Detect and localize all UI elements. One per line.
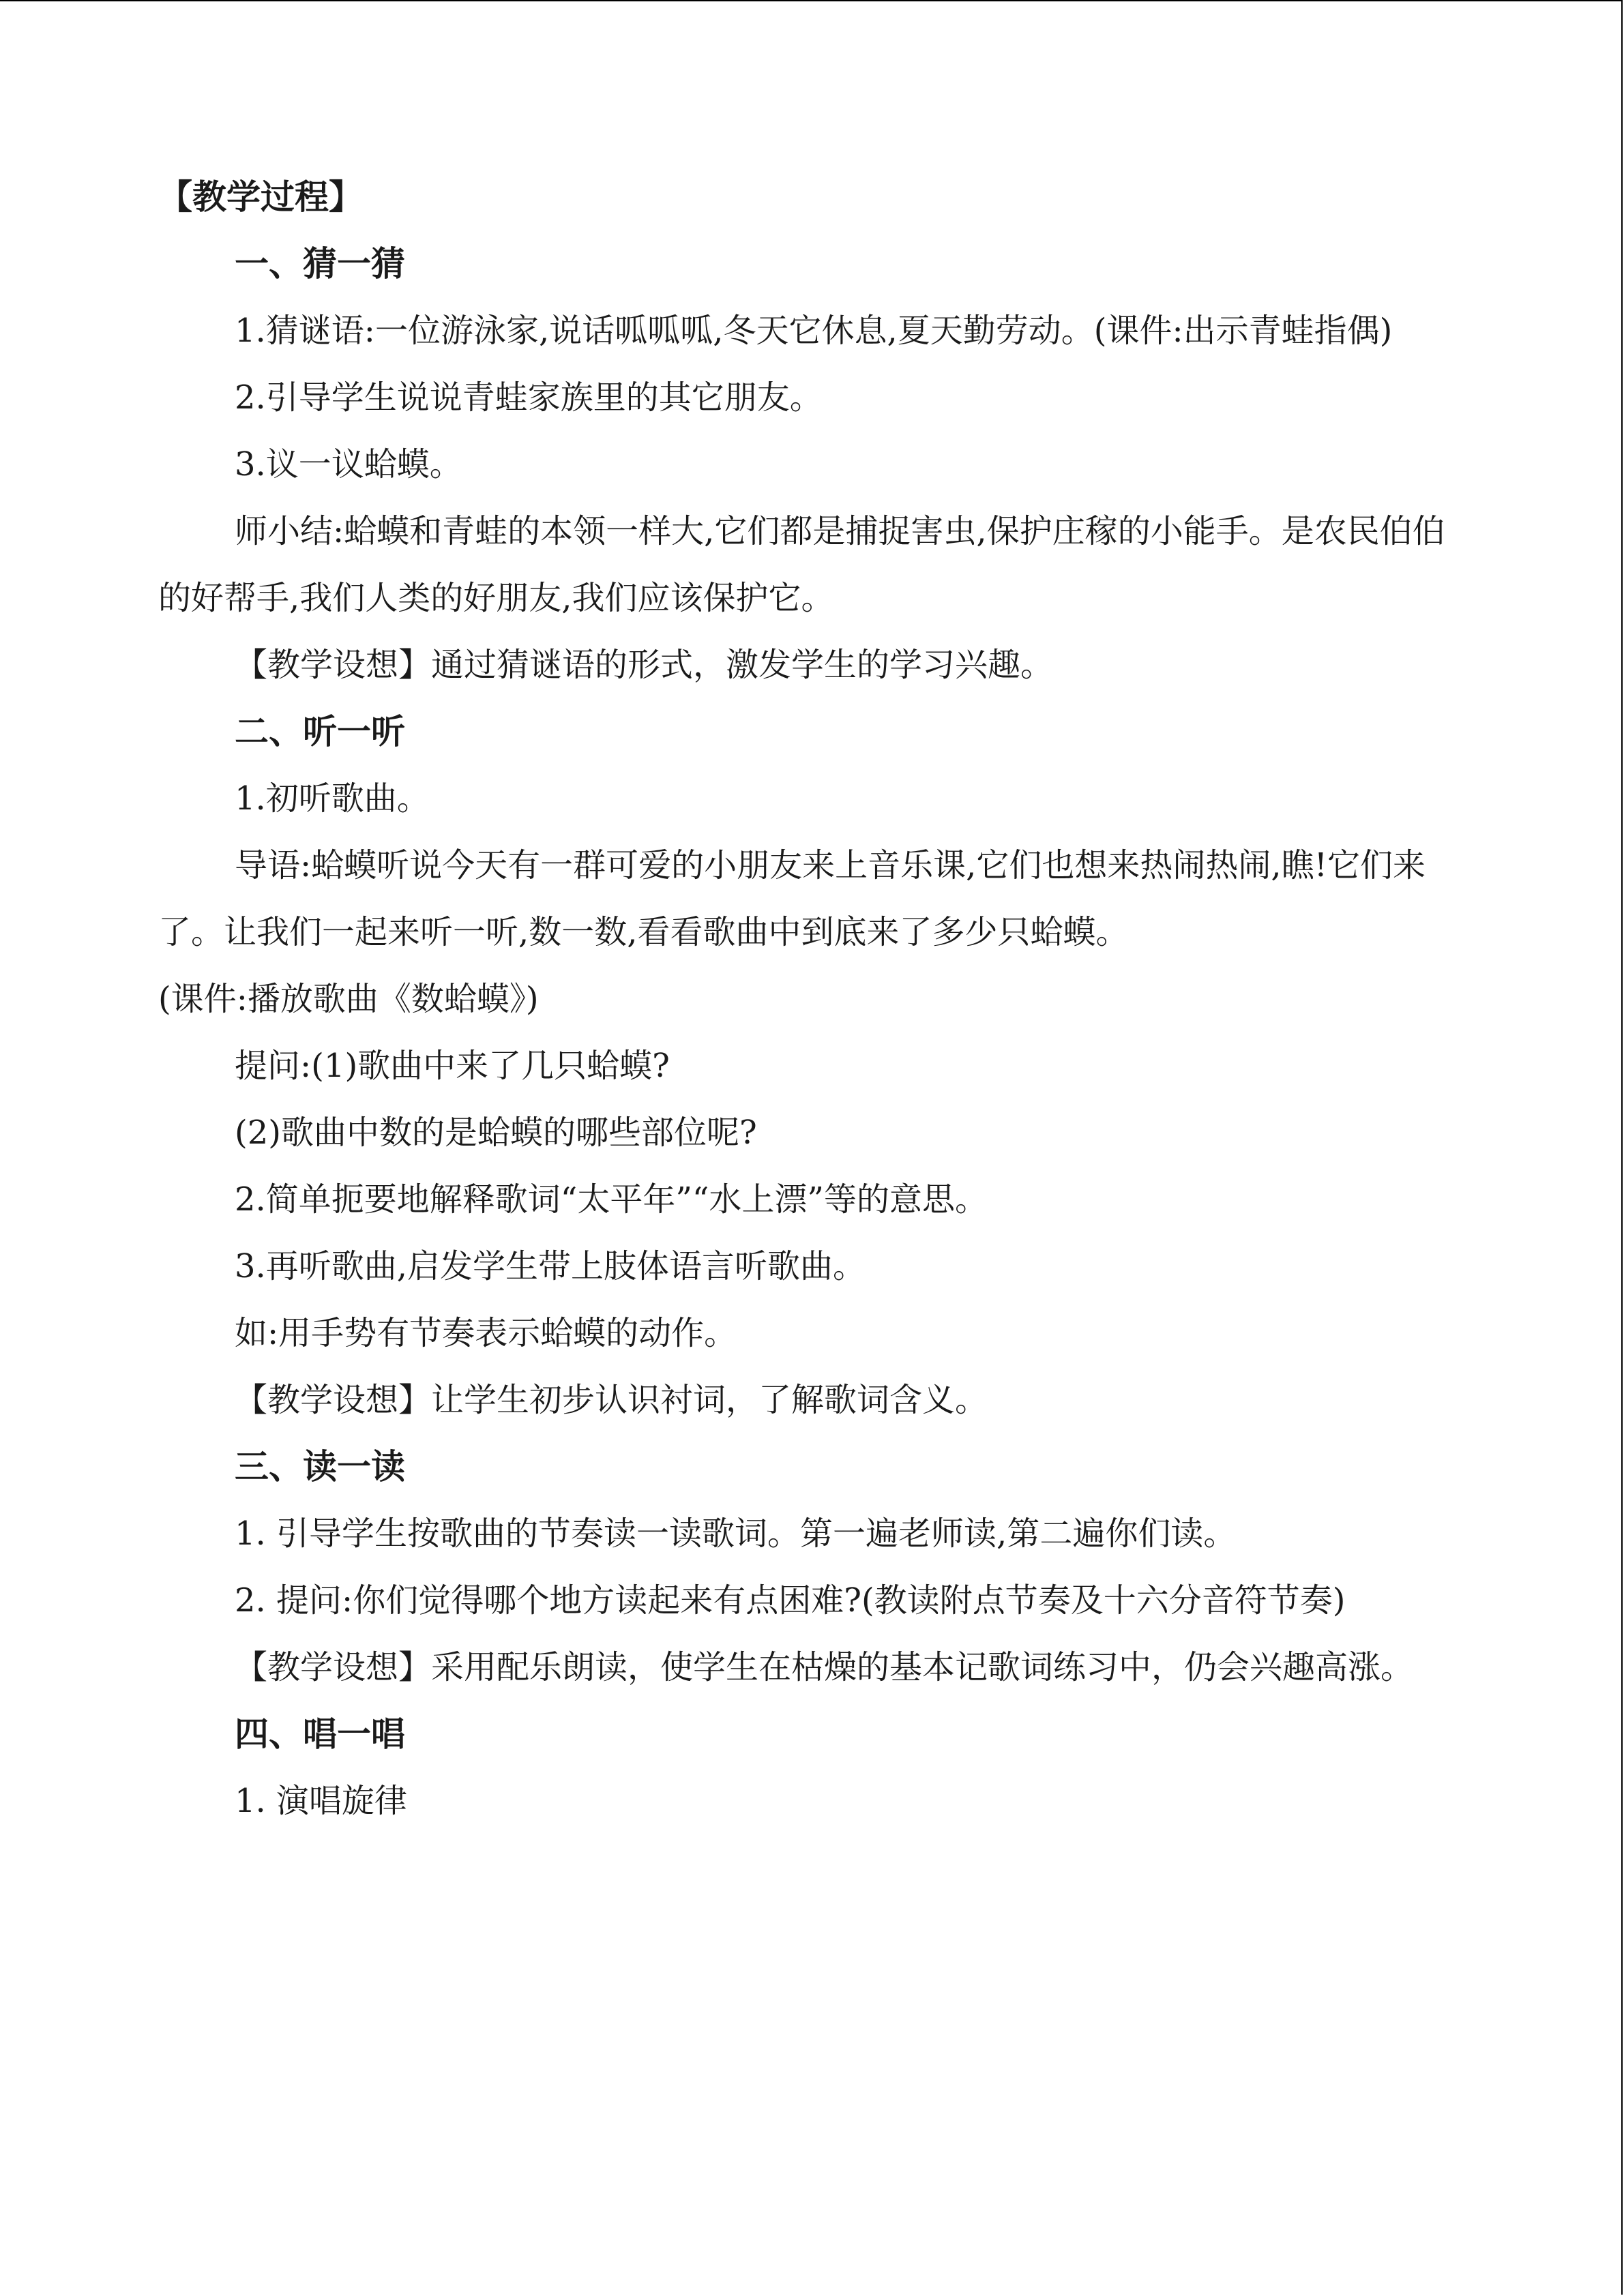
paragraph: 提问:(1)歌曲中来了几只蛤蟆? bbox=[235, 1047, 670, 1085]
paragraph: 1. 引导学生按歌曲的节奏读一读歌词。第一遍老师读,第二遍你们读。 bbox=[235, 1515, 1237, 1553]
paragraph: 1.猜谜语:一位游泳家,说话呱呱呱,冬天它休息,夏天勤劳动。(课件:出示青蛙指偶) bbox=[235, 312, 1393, 350]
paragraph: 导语:蛤蟆听说今天有一群可爱的小朋友来上音乐课,它们也想来热闹热闹,瞧!它们来了。让我们一起来听一听,数一数,看看歌曲中到底来了多少只蛤蟆。 bbox=[158, 846, 1426, 951]
paragraph: 2. 提问:你们觉得哪个地方读起来有点困难?(教读附点节奏及十六分音符节奏) bbox=[235, 1581, 1346, 1620]
paragraph: 3.再听歌曲,启发学生带上肢体语言听歌曲。 bbox=[235, 1247, 866, 1285]
section-heading-3: 三、读一读 bbox=[235, 1447, 405, 1487]
paragraph: (课件:播放歌曲《数蛤蟆》) bbox=[158, 980, 539, 1018]
paragraph: 如:用手势有节奏表示蛤蟆的动作。 bbox=[235, 1314, 737, 1352]
document-body bbox=[158, 164, 1454, 1834]
teaching-idea: 【教学设想】让学生初步认识衬词，了解歌词含义。 bbox=[235, 1381, 988, 1419]
teaching-idea: 【教学设想】通过猜谜语的形式，激发学生的学习兴趣。 bbox=[235, 646, 1054, 684]
section-heading-1: 一、猜一猜 bbox=[235, 244, 405, 284]
teaching-idea: 【教学设想】采用配乐朗读，使学生在枯燥的基本记歌词练习中，仍会兴趣高涨。 bbox=[235, 1648, 1414, 1686]
paragraph: 2.简单扼要地解释歌词“太平年”“水上漂”等的意思。 bbox=[235, 1180, 988, 1219]
section-heading-2: 二、听一听 bbox=[235, 712, 405, 751]
paragraph: 1. 演唱旋律 bbox=[235, 1782, 408, 1820]
paragraph: (2)歌曲中数的是蛤蟆的哪些部位呢? bbox=[235, 1114, 757, 1152]
section-heading-4: 四、唱一唱 bbox=[235, 1714, 405, 1754]
paragraph: 2.引导学生说说青蛙家族里的其它朋友。 bbox=[235, 378, 823, 417]
paragraph: 师小结:蛤蟆和青蛙的本领一样大,它们都是捕捉害虫,保护庄稼的小能手。是农民伯伯的好帮手,我们人类的好朋友,我们应该保护它。 bbox=[158, 512, 1445, 617]
paragraph: 1.初听歌曲。 bbox=[235, 779, 430, 818]
paragraph: 3.议一议蛤蟆。 bbox=[235, 445, 462, 483]
document-title: 【教学过程】 bbox=[158, 177, 363, 217]
